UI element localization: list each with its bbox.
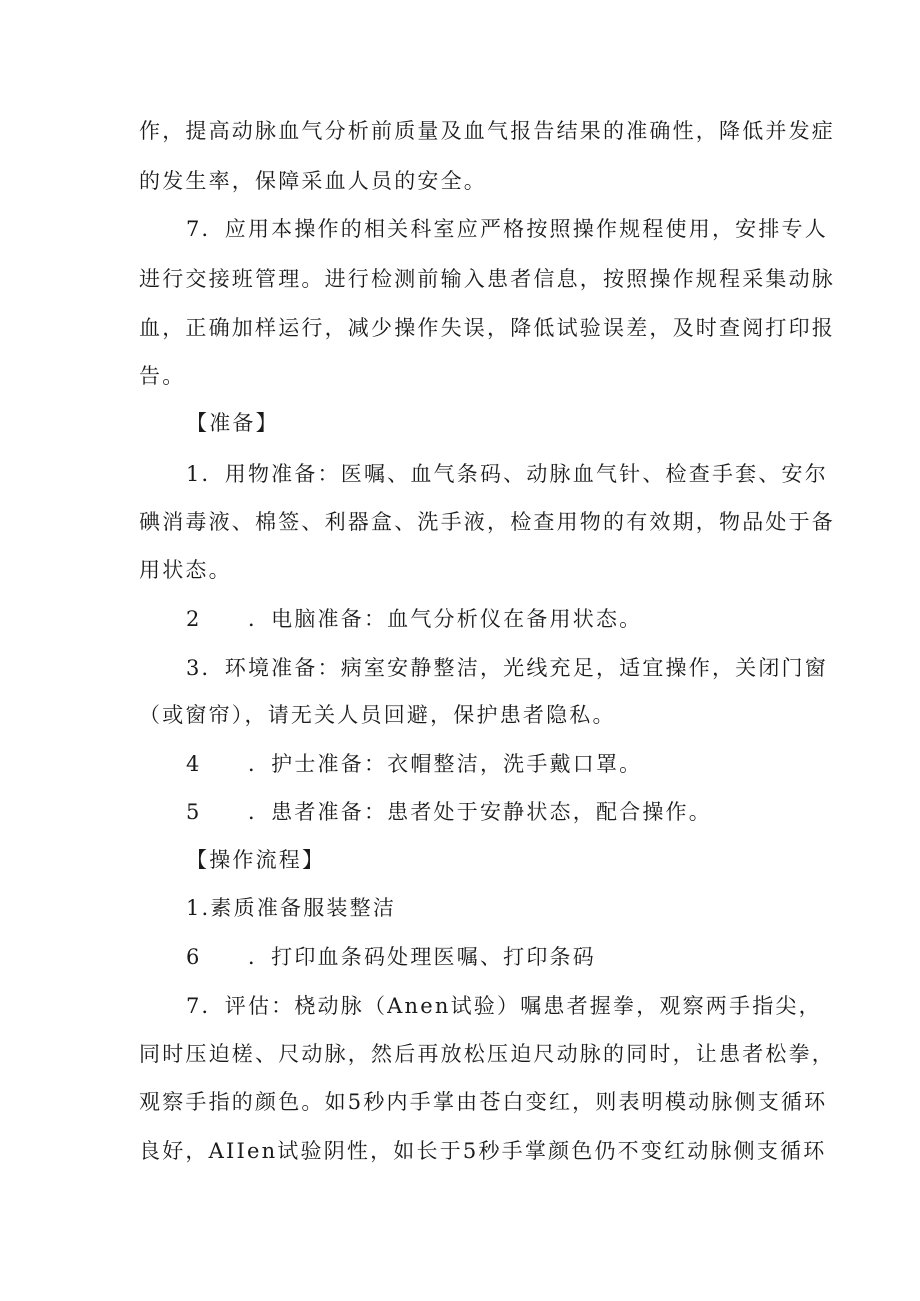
text-line: 5 ．患者准备：患者处于安静状态，配合操作。 [186, 800, 712, 824]
text-line: 1.素质准备服装整洁 [186, 896, 397, 920]
text-line: 3．环境准备：病室安静整洁，光线充足，适宜操作，关闭门窗 [186, 656, 828, 680]
text-line: 作，提高动脉血气分析前质量及血气报告结果的准确性，降低并发症 [139, 119, 835, 143]
section-heading-procedure: 【操作流程】 [186, 848, 326, 872]
text-line: 的发生率，保障采血人员的安全。 [139, 169, 487, 193]
text-line: 4 ．护士准备：衣帽整洁，洗手戴口罩。 [186, 752, 643, 776]
text-line: 7．应用本操作的相关科室应严格按照操作规程使用，安排专人 [186, 217, 828, 241]
text-line: 良好，AIIen试验阴性，如长于5秒手掌颜色仍不变红动脉侧支循环 [139, 1139, 827, 1163]
text-line: 血，正确加样运行，减少操作失误，降低试验误差，及时查阅打印报 [139, 316, 835, 340]
text-line: （或窗帘），请无关人员回避，保护患者隐私。 [139, 703, 616, 727]
text-line: 1．用物准备：医嘱、血气条码、动脉血气针、检查手套、安尔 [186, 462, 828, 486]
text-line: 进行交接班管理。进行检测前输入患者信息，按照操作规程采集动脉 [139, 267, 835, 291]
text-line: 2 ．电脑准备：血气分析仪在备用状态。 [186, 607, 643, 631]
text-line: 6 ．打印血条码处理医嘱、打印条码 [186, 945, 596, 969]
text-line: 同时压迫槎、尺动脉，然后再放松压迫尺动脉的同时，让患者松拳， [139, 1042, 835, 1066]
text-line: 用状态。 [139, 558, 232, 582]
text-line: 观察手指的颜色。如5秒内手掌由苍白变红，则表明模动脉侧支循环 [139, 1090, 828, 1114]
text-line: 7．评估：桡动脉（Anen试验）嘱患者握拳，观察两手指尖， [186, 994, 822, 1018]
text-line: 碘消毒液、棉签、利器盒、洗手液，检查用物的有效期，物品处于备 [139, 510, 835, 534]
text-line: 告。 [139, 364, 186, 388]
section-heading-preparation: 【准备】 [186, 411, 279, 435]
